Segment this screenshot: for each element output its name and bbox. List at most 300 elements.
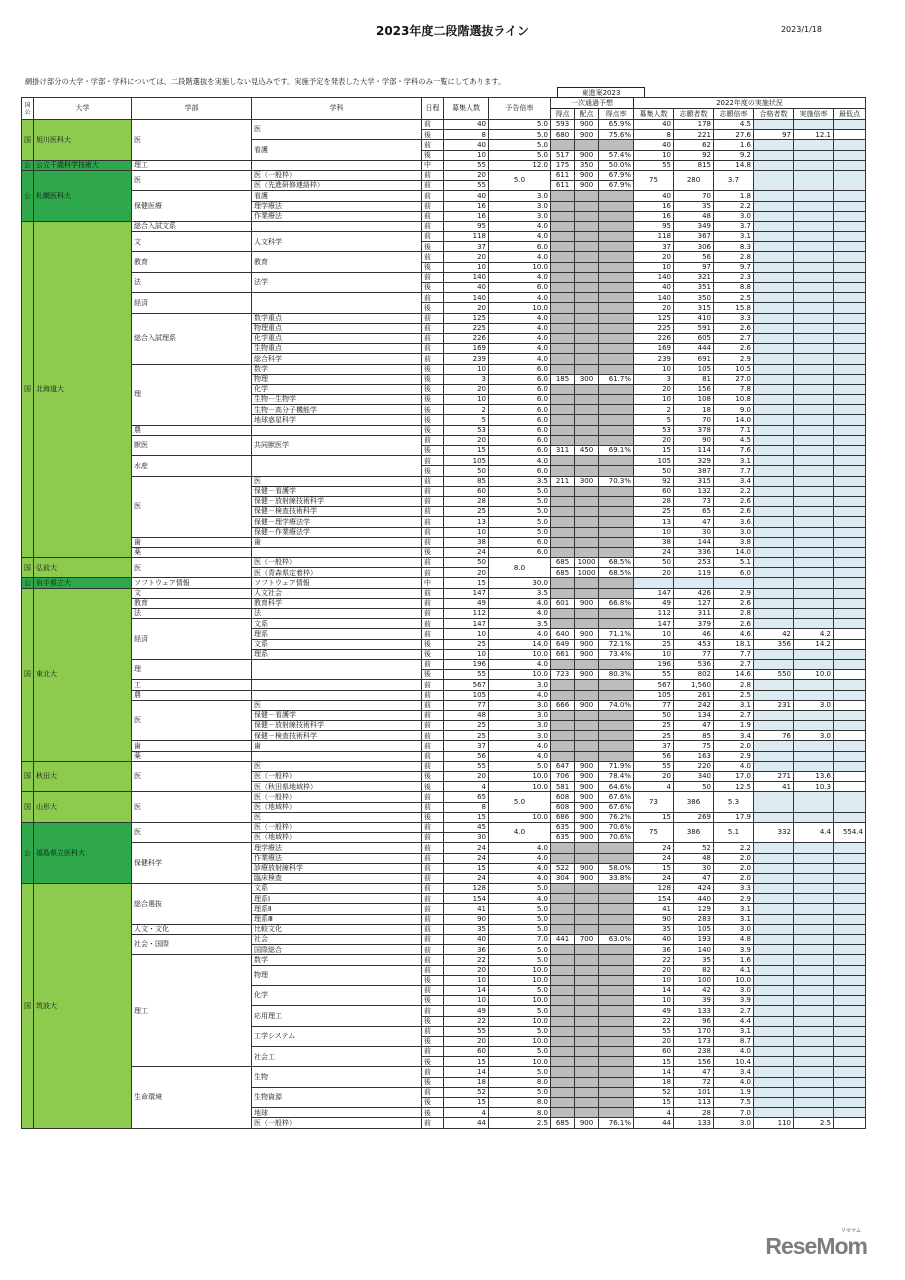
rate-cell: 71.9% <box>599 761 634 771</box>
score-cell <box>551 731 575 741</box>
schedule-cell: 前 <box>422 568 444 578</box>
min-score-cell <box>834 405 866 415</box>
passed-cell <box>754 1098 794 1108</box>
applicants-cell: 108 <box>674 395 714 405</box>
faculty-cell: 教育 <box>132 598 252 608</box>
full-score-cell: 900 <box>575 822 599 832</box>
ratio-cell: 4.0 <box>489 456 551 466</box>
department-cell: 人文科学 <box>252 232 422 252</box>
applicants-cell: 132 <box>674 486 714 496</box>
table-row <box>22 313 866 323</box>
actual-group: 2022年度の実施状況 <box>634 98 866 109</box>
department-cell <box>252 690 422 700</box>
schedule-cell: 後 <box>422 975 444 985</box>
quota-cell: 37 <box>444 242 489 252</box>
actual-ratio-cell: 10.0 <box>794 670 834 680</box>
table-row <box>22 659 866 669</box>
actual-ratio-cell <box>794 415 834 425</box>
full-score-cell <box>575 843 599 853</box>
score-cell <box>551 843 575 853</box>
quota-cell: 16 <box>444 211 489 221</box>
min-score-cell <box>834 1077 866 1087</box>
full-score-cell <box>575 741 599 751</box>
rate-cell: 76.2% <box>599 812 634 822</box>
min-score-cell <box>834 435 866 445</box>
app-ratio-cell: 5.1 <box>714 822 754 842</box>
full-score-cell <box>575 211 599 221</box>
app-ratio-cell: 2.7 <box>714 1006 754 1016</box>
rate-cell <box>599 456 634 466</box>
ratio-cell: 10.0 <box>489 772 551 782</box>
rate-cell <box>599 293 634 303</box>
actual-ratio-cell <box>794 1067 834 1077</box>
passed-cell: 356 <box>754 639 794 649</box>
department-cell: 数学重点 <box>252 313 422 323</box>
score-cell <box>551 140 575 150</box>
ratio-cell: 3.5 <box>489 619 551 629</box>
applicants-cell: 144 <box>674 537 714 547</box>
q22-cell: 40 <box>634 935 674 945</box>
ratio-cell: 5.0 <box>489 507 551 517</box>
table-header <box>22 98 866 120</box>
rate-cell: 67.9% <box>599 181 634 191</box>
ratio-cell: 6.0 <box>489 466 551 476</box>
min-score-cell <box>834 191 866 201</box>
score-cell <box>551 1067 575 1077</box>
app-ratio-cell: 7.6 <box>714 446 754 456</box>
applicants-cell: 802 <box>674 670 714 680</box>
score-cell <box>551 1077 575 1087</box>
schedule-cell: 後 <box>422 384 444 394</box>
table-row <box>22 924 866 934</box>
full-score-cell <box>575 1077 599 1087</box>
col-univ: 大学 <box>34 98 132 120</box>
q22-cell: 10 <box>634 629 674 639</box>
quota-cell: 128 <box>444 884 489 894</box>
schedule-cell: 前 <box>422 344 444 354</box>
ratio-cell: 4.0 <box>489 252 551 262</box>
q22-cell: 55 <box>634 670 674 680</box>
full-score-cell: 900 <box>575 863 599 873</box>
score-cell <box>551 1006 575 1016</box>
applicants-cell: 321 <box>674 272 714 282</box>
app-ratio-cell: 2.0 <box>714 741 754 751</box>
schedule-cell: 前 <box>422 435 444 445</box>
ratio-cell: 10.0 <box>489 975 551 985</box>
actual-ratio-cell <box>794 232 834 242</box>
q22-cell: 25 <box>634 721 674 731</box>
ratio-cell: 5.0 <box>489 120 551 130</box>
col-schedule: 日程 <box>422 98 444 120</box>
applicants-cell: 70 <box>674 191 714 201</box>
schedule-cell: 後 <box>422 242 444 252</box>
score-cell <box>551 659 575 669</box>
quota-cell: 60 <box>444 486 489 496</box>
full-score-cell <box>575 313 599 323</box>
table-row <box>22 843 866 853</box>
full-score-cell <box>575 344 599 354</box>
rate-cell <box>599 894 634 904</box>
ratio-cell: 5.0 <box>489 1006 551 1016</box>
department-cell: ソフトウェア情報 <box>252 578 422 588</box>
table-row <box>22 558 866 568</box>
actual-ratio-cell <box>794 252 834 262</box>
passed-cell <box>754 272 794 282</box>
faculty-cell: 保健医療 <box>132 191 252 222</box>
schedule-cell: 前 <box>422 741 444 751</box>
min-score-cell <box>834 527 866 537</box>
passed-cell <box>754 344 794 354</box>
schedule-cell: 前 <box>422 955 444 965</box>
quota-cell: 24 <box>444 873 489 883</box>
app-ratio-cell: 2.6 <box>714 496 754 506</box>
min-score-cell <box>834 772 866 782</box>
schedule-cell: 前 <box>422 1026 444 1036</box>
actual-ratio-cell <box>794 1057 834 1067</box>
faculty-cell: ソフトウェア情報 <box>132 578 252 588</box>
min-score-cell <box>834 782 866 792</box>
ratio-cell: 5.0 <box>489 170 551 190</box>
full-score-cell <box>575 354 599 364</box>
faculty-cell: 理 <box>132 364 252 425</box>
min-score-cell <box>834 659 866 669</box>
rate-cell <box>599 211 634 221</box>
schedule-cell: 前 <box>422 935 444 945</box>
app-ratio-cell: 3.7 <box>714 170 754 190</box>
actual-ratio-cell <box>794 1108 834 1118</box>
app-ratio-cell: 2.0 <box>714 873 754 883</box>
quota-cell: 15 <box>444 446 489 456</box>
applicants-cell: 70 <box>674 415 714 425</box>
rate-cell: 68.5% <box>599 568 634 578</box>
passed-cell: 41 <box>754 782 794 792</box>
full-score-cell: 300 <box>575 374 599 384</box>
department-cell: 医 <box>252 700 422 710</box>
department-cell: 社会 <box>252 935 422 945</box>
q22-cell: 15 <box>634 446 674 456</box>
app-ratio-cell: 2.9 <box>714 588 754 598</box>
table-row <box>22 547 866 557</box>
full-score-cell: 900 <box>575 1118 599 1128</box>
kokko-cell: 国 <box>22 588 34 761</box>
actual-ratio-cell <box>794 486 834 496</box>
quota-cell: 10 <box>444 262 489 272</box>
passed-cell <box>754 456 794 466</box>
applicants-cell: 424 <box>674 884 714 894</box>
ratio-cell: 6.0 <box>489 283 551 293</box>
ratio-cell: 5.0 <box>489 985 551 995</box>
schedule-cell: 前 <box>422 170 444 180</box>
q22-cell: 2 <box>634 405 674 415</box>
min-score-cell <box>834 609 866 619</box>
ratio-cell: 8.0 <box>489 1077 551 1087</box>
faculty-cell: 工 <box>132 680 252 690</box>
applicants-cell: 85 <box>674 731 714 741</box>
department-cell <box>252 680 422 690</box>
schedule-cell: 後 <box>422 996 444 1006</box>
ratio-cell: 6.0 <box>489 415 551 425</box>
faculty-cell: 人文・文化 <box>132 924 252 934</box>
col-rate: 得点率 <box>599 109 634 120</box>
quota-cell: 140 <box>444 293 489 303</box>
ratio-cell: 3.0 <box>489 731 551 741</box>
rate-cell <box>599 578 634 588</box>
ratio-cell: 4.0 <box>489 873 551 883</box>
schedule-cell: 後 <box>422 1098 444 1108</box>
app-ratio-cell: 2.9 <box>714 354 754 364</box>
ratio-cell: 5.0 <box>489 1047 551 1057</box>
schedule-cell: 後 <box>422 1036 444 1046</box>
min-score-cell <box>834 293 866 303</box>
rate-cell <box>599 344 634 354</box>
full-score-cell <box>575 1016 599 1026</box>
department-cell: 比較文化 <box>252 924 422 934</box>
min-score-cell <box>834 924 866 934</box>
ratio-cell: 6.0 <box>489 242 551 252</box>
q22-cell: 60 <box>634 1047 674 1057</box>
schedule-cell: 後 <box>422 150 444 160</box>
faculty-cell: 理工 <box>132 955 252 1067</box>
min-score-cell <box>834 313 866 323</box>
quota-cell: 8 <box>444 802 489 812</box>
applicants-cell: 440 <box>674 894 714 904</box>
passed-cell <box>754 609 794 619</box>
schedule-cell: 前 <box>422 863 444 873</box>
table-row <box>22 741 866 751</box>
passed-cell <box>754 486 794 496</box>
full-score-cell <box>575 588 599 598</box>
ratio-cell: 6.0 <box>489 364 551 374</box>
resemom-logo: ReseMom リセマム <box>765 1228 867 1259</box>
app-ratio-cell: 1.8 <box>714 191 754 201</box>
schedule-cell: 後 <box>422 303 444 313</box>
ratio-cell: 4.0 <box>489 690 551 700</box>
applicants-cell: 114 <box>674 446 714 456</box>
ratio-cell: 6.0 <box>489 374 551 384</box>
min-score-cell <box>834 935 866 945</box>
passed-cell <box>754 721 794 731</box>
university-name: 福島県立医科大 <box>34 822 132 883</box>
full-score-cell: 900 <box>575 761 599 771</box>
rate-cell: 67.9% <box>599 170 634 180</box>
quota-cell: 55 <box>444 181 489 191</box>
q22-cell: 92 <box>634 476 674 486</box>
rate-cell <box>599 955 634 965</box>
applicants-cell: 30 <box>674 863 714 873</box>
quota-cell: 3 <box>444 374 489 384</box>
score-cell: 649 <box>551 639 575 649</box>
full-score-cell <box>575 293 599 303</box>
actual-ratio-cell <box>794 751 834 761</box>
schedule-cell: 前 <box>422 731 444 741</box>
app-ratio-cell: 2.3 <box>714 272 754 282</box>
rate-cell <box>599 1026 634 1036</box>
quota-cell: 147 <box>444 619 489 629</box>
ratio-cell: 4.0 <box>489 609 551 619</box>
quota-cell: 112 <box>444 609 489 619</box>
actual-ratio-cell <box>794 344 834 354</box>
passed-cell <box>754 221 794 231</box>
faculty-cell: 医 <box>132 761 252 792</box>
score-cell <box>551 313 575 323</box>
actual-ratio-cell <box>794 272 834 282</box>
passed-cell <box>754 191 794 201</box>
quota-cell: 196 <box>444 659 489 669</box>
department-cell: 医（一般枠） <box>252 558 422 568</box>
full-score-cell: 900 <box>575 792 599 802</box>
q22-cell: 24 <box>634 873 674 883</box>
quota-cell: 13 <box>444 517 489 527</box>
passed-cell <box>754 710 794 720</box>
schedule-cell: 前 <box>422 558 444 568</box>
faculty-cell: 法 <box>132 272 252 292</box>
q22-cell: 25 <box>634 507 674 517</box>
passed-cell <box>754 598 794 608</box>
q22-cell: 25 <box>634 639 674 649</box>
q22-cell: 20 <box>634 568 674 578</box>
full-score-cell <box>575 384 599 394</box>
app-ratio-cell: 9.7 <box>714 262 754 272</box>
actual-ratio-cell <box>794 191 834 201</box>
app-ratio-cell: 2.2 <box>714 843 754 853</box>
department-cell: 生物－生物学 <box>252 395 422 405</box>
score-cell <box>551 975 575 985</box>
app-ratio-cell: 2.5 <box>714 690 754 700</box>
full-score-cell <box>575 904 599 914</box>
faculty-cell: 法 <box>132 609 252 619</box>
applicants-cell: 253 <box>674 558 714 568</box>
passed-cell <box>754 904 794 914</box>
passed-cell <box>754 333 794 343</box>
faculty-cell: 文 <box>132 232 252 252</box>
quota-cell: 44 <box>444 1118 489 1128</box>
q22-cell: 52 <box>634 1087 674 1097</box>
applicants-cell: 47 <box>674 873 714 883</box>
min-score-cell <box>834 1108 866 1118</box>
applicants-cell: 73 <box>674 496 714 506</box>
app-ratio-cell: 3.0 <box>714 985 754 995</box>
quota-cell: 140 <box>444 272 489 282</box>
passed-cell <box>754 405 794 415</box>
department-cell <box>252 659 422 679</box>
quota-cell: 14 <box>444 1067 489 1077</box>
full-score-cell <box>575 996 599 1006</box>
table-row <box>22 680 866 690</box>
table-row <box>22 160 866 170</box>
full-score-cell <box>575 323 599 333</box>
q22-cell: 10 <box>634 262 674 272</box>
ratio-cell: 10.0 <box>489 670 551 680</box>
col-app-ratio: 志願倍率 <box>714 109 754 120</box>
actual-ratio-cell <box>794 924 834 934</box>
q22-cell: 112 <box>634 609 674 619</box>
table-row <box>22 588 866 598</box>
full-score-cell: 900 <box>575 812 599 822</box>
min-score-cell <box>834 904 866 914</box>
schedule-cell: 前 <box>422 700 444 710</box>
schedule-cell: 後 <box>422 812 444 822</box>
actual-ratio-cell <box>794 792 834 812</box>
quota-cell: 52 <box>444 1087 489 1097</box>
faculty-cell: 医 <box>132 558 252 578</box>
q22-cell: 75 <box>634 170 674 190</box>
score-cell: 608 <box>551 792 575 802</box>
q22-cell: 50 <box>634 466 674 476</box>
ratio-cell: 3.0 <box>489 191 551 201</box>
full-score-cell <box>575 609 599 619</box>
quota-cell: 55 <box>444 761 489 771</box>
ratio-cell: 5.0 <box>489 914 551 924</box>
q22-cell: 49 <box>634 598 674 608</box>
schedule-cell: 前 <box>422 629 444 639</box>
passed-cell <box>754 1036 794 1046</box>
quota-cell: 20 <box>444 303 489 313</box>
rate-cell <box>599 507 634 517</box>
quota-cell: 35 <box>444 924 489 934</box>
q22-cell: 225 <box>634 323 674 333</box>
full-score-cell <box>575 659 599 669</box>
min-score-cell <box>834 496 866 506</box>
full-score-cell <box>575 395 599 405</box>
score-cell: 640 <box>551 629 575 639</box>
quota-cell: 10 <box>444 527 489 537</box>
actual-ratio-cell <box>794 201 834 211</box>
schedule-cell: 後 <box>422 547 444 557</box>
faculty-cell: 理工 <box>132 160 252 170</box>
min-score-cell <box>834 741 866 751</box>
app-ratio-cell: 10.0 <box>714 975 754 985</box>
app-ratio-cell: 3.9 <box>714 945 754 955</box>
q22-cell: 10 <box>634 364 674 374</box>
score-cell <box>551 333 575 343</box>
schedule-cell: 後 <box>422 364 444 374</box>
applicants-cell: 50 <box>674 782 714 792</box>
min-score-cell <box>834 1087 866 1097</box>
actual-ratio-cell: 14.2 <box>794 639 834 649</box>
full-score-cell <box>575 486 599 496</box>
min-score-cell <box>834 578 866 588</box>
applicants-cell: 269 <box>674 812 714 822</box>
full-score-cell: 900 <box>575 700 599 710</box>
rate-cell <box>599 517 634 527</box>
score-cell: 608 <box>551 802 575 812</box>
actual-ratio-cell <box>794 609 834 619</box>
ratio-cell: 5.0 <box>489 527 551 537</box>
rate-cell <box>599 659 634 669</box>
score-cell: 680 <box>551 130 575 140</box>
quota-cell: 37 <box>444 741 489 751</box>
shading-note: 網掛け部分の大学・学部・学科については、二段階選抜を実施しない見込みです。実施予定を発表した大学・学部・学科のみ一覧にしてあります。 <box>25 77 506 86</box>
rate-cell <box>599 945 634 955</box>
applicants-cell: 42 <box>674 985 714 995</box>
rate-cell: 67.6% <box>599 802 634 812</box>
quota-cell: 40 <box>444 935 489 945</box>
score-cell: 635 <box>551 833 575 843</box>
actual-ratio-cell <box>794 1006 834 1016</box>
applicants-cell: 35 <box>674 955 714 965</box>
faculty-cell: 経済 <box>132 619 252 660</box>
rate-cell <box>599 904 634 914</box>
faculty-cell: 薬 <box>132 547 252 557</box>
schedule-cell: 後 <box>422 670 444 680</box>
q22-cell: 44 <box>634 1118 674 1128</box>
ratio-cell: 10.0 <box>489 1036 551 1046</box>
ratio-cell: 10.0 <box>489 262 551 272</box>
department-cell: 文系 <box>252 639 422 649</box>
quota-cell: 45 <box>444 822 489 832</box>
applicants-cell: 379 <box>674 619 714 629</box>
passed-cell <box>754 1047 794 1057</box>
